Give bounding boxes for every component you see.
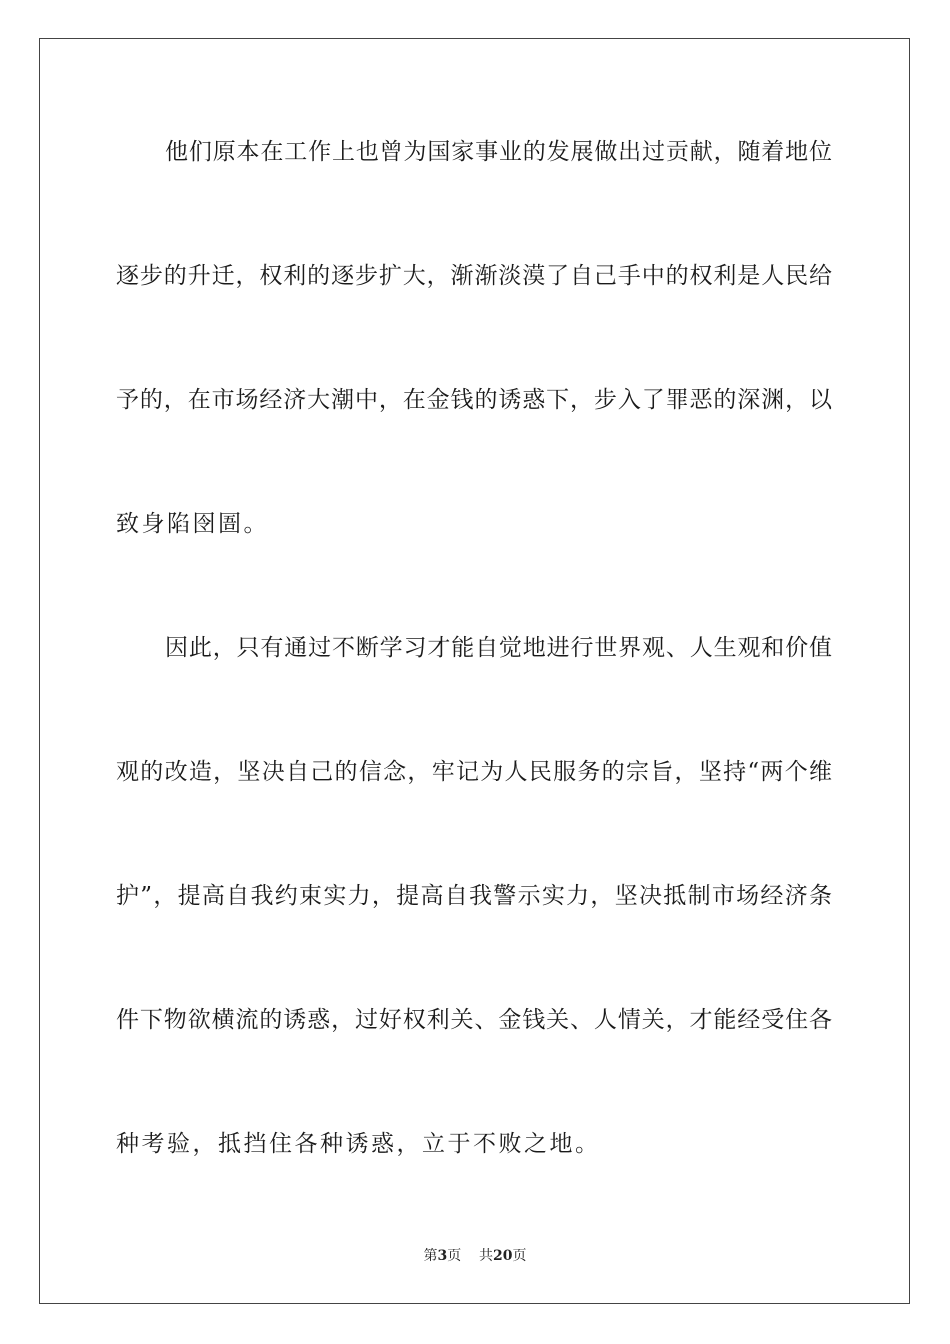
paragraph-2-line-1: 因此，只有通过不断学习才能自觉地进行世界观、人生观和价值 — [165, 635, 832, 661]
paragraph-2-line-3: 护”，提高自我约束实力，提高自我警示实力，坚决抵制市场经济条 — [116, 883, 832, 909]
page-border — [39, 38, 910, 1304]
footer-total-pages: 20 — [493, 1248, 513, 1264]
footer-page-suffix: 页 — [447, 1248, 462, 1264]
footer-page-number: 3 — [437, 1248, 448, 1264]
paragraph-1-line-3: 予的，在市场经济大潮中，在金钱的诱惑下，步入了罪恶的深渊，以 — [116, 387, 832, 413]
footer-page-prefix: 第 — [423, 1248, 438, 1264]
paragraph-1-line-1: 他们原本在工作上也曾为国家事业的发展做出过贡献，随着地位 — [165, 139, 832, 165]
footer-total-prefix: 共 — [479, 1248, 494, 1264]
paragraph-1-line-2: 逐步的升迁，权利的逐步扩大，渐渐淡漠了自己手中的权利是人民给 — [116, 263, 832, 289]
paragraph-2-line-2: 观的改造，坚决自己的信念，牢记为人民服务的宗旨，坚持“两个维 — [116, 759, 832, 785]
paragraph-2-line-4: 件下物欲横流的诱惑，过好权利关、金钱关、人情关，才能经受住各 — [116, 1007, 832, 1033]
paragraph-2-line-5: 种考验，抵挡住各种诱惑，立于不败之地。 — [116, 1131, 601, 1157]
page-footer — [0, 1247, 950, 1265]
footer-total-suffix: 页 — [512, 1248, 527, 1264]
paragraph-1-line-4: 致身陷囹圄。 — [116, 511, 269, 537]
